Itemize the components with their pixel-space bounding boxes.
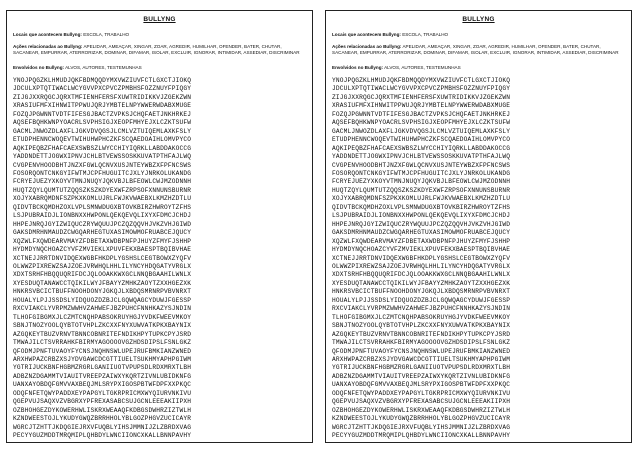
grid-row: YGTRIJUCKBNFHGBMZRGRLGANIIUOTVPUPSDLRDXMRXTLBH <box>13 364 192 372</box>
grid-row: TMWAJILCTSVRRAHKFBIRMYAGOOOOVGZHDSDIPSLFSNLGKZ <box>332 339 511 347</box>
grid-row: ARXHWPAZCRBZXSJYDVGAWCDCGTTIUELTSUKHMYAPHPGIWM <box>332 355 511 363</box>
locais-value: ESCOLA, TRABALHO <box>83 32 130 37</box>
acoes-value: APELIDAR, AMEAÇAR, XINGAR, ZOAR, AGREDIR, HUMILHAR, OFENDER, BATER, CHUTAR, SACANEAR, EMPURRAR, ATERRORIZAR, DOMINAR, DIFAMAR, ISOLAR, EXCLUIR, IGNORAR, INTIMIDAR, ASSEDIAR, DISCRIMINAR <box>332 44 619 55</box>
acoes-line <box>332 44 625 56</box>
grid-row: GAKSDMRHNMAUDZCWGQARHEGTUXASIMOWMOFRUABCEJQUCY <box>332 229 511 237</box>
grid-row: ADBZNZDGAMMTVIAUITVREEPZAIWXYKQRTZIVNLUBIDKNFG <box>13 372 192 380</box>
grid-row: QGEPVUJSAQXVZVBGRXYPFREXASABCSUJGCNLEEEAKIIPXH <box>332 398 511 406</box>
grid-row: QFODMJPNFTUVAOYFYCNSJNQHNSWLUPEJRUFBMKIANZWNED <box>332 347 511 355</box>
grid-row: ARXHWPAZCRBZXSJYDVGAWCDCGTTIUELTSUKHMYAPHPGIWM <box>13 355 192 363</box>
locais-label: Locais que acontecem Bullyng: <box>13 32 82 37</box>
grid-row: GAKSDMRHNMAUDZCWGQARHEGTUXASIMOWMOFRUABCEJQUCY <box>13 229 192 237</box>
grid-row: TMWAJILCTSVRRAHKFBIRMYAGOOOOVGZHDSDIPSLFSNLGKZ <box>13 339 192 347</box>
grid-row: AQKIPEQBZFHAFCAEXSWBSZLWYCCHIYIQRKLLABDDAKOCCG <box>332 144 511 152</box>
grid-row: HNKRSVBCICTBUFFNOOHDONYJGKQJLXBDQSMRNRPVBVNRXT <box>332 288 511 296</box>
grid-row: CVGPENVHOODBHTJNZXFGWLQCNVXUSJNTEYWBZXFPFNCSWS <box>332 161 511 169</box>
grid-row: ODQFNFETQWYPADDXEYPAPGYLTGKRPRICMXWYQIURVNKIVU <box>13 389 192 397</box>
grid-row: AZGQKEYTBUZVRNVTBNNCOBNRITEFNDIKHPYTUPKCPYJSRD <box>13 330 192 338</box>
grid-row: YNOJPQGZKLHMUDJQKFBDMQQDYMXVWZIUVFCTLGXCTJIOKQ <box>332 77 511 84</box>
locais-line <box>13 32 306 38</box>
grid-row: ADBZNZDGAMMTVIAUITVREEPZAIWXYKQRTZIVNLUBIDKNFG <box>332 372 511 380</box>
acoes-value: APELIDAR, AMEAÇAR, XINGAR, ZOAR, AGREDIR, HUMILHAR, OFENDER, BATER, CHUTAR, SACANEAR, EMPURRAR, ATERRORIZAR, DOMINAR, DIFAMAR, ISOLAR, EXCLUIR, IGNORAR, INTIMIDAR, ASSEDIAR, DISCRIMINAR <box>13 44 300 55</box>
acoes-label: Ações relacionadas ao Bullyng: <box>13 44 83 49</box>
envolvidos-value: ALVOS, AUTORES, TESTEMUNHAS <box>65 65 142 70</box>
grid-row: YADDNDETTJOGWXIPNVJCHLBTVEWSSOSKKUVATPTHFAJLWQ <box>13 153 192 161</box>
grid-row: LSJPUBRAIDJLIONBNXXHWPONLQEKQEVQLIXYXFDMCJCHDJ <box>13 212 192 220</box>
grid-row: WGRCJTZHTTJKDQGIEJRXVFUQBLYIHSJMMNIJZLZBRDXVAG <box>332 423 511 431</box>
grid-row: KZNDWEESTOJLYKUDYGWQZBRRHHOLYBLGOZPHGVZUCICAYR <box>13 415 192 423</box>
grid-row: YADDNDETTJOGWXIPNVJCHLBTVEWSSOSKKUVATPTHFAJLWQ <box>332 153 511 161</box>
grid-row: AQSEFBQHKWNPYOACRLSVPHSIGJXEOPFMHYEJXLCZKTSUFW <box>332 119 511 127</box>
grid-row: FOSORQONTCNKGYIFWTMJCPFHUGUITCJXLYJNRKOLUKANDG <box>332 169 511 177</box>
grid-row: FCRYEJUEZYXKOYVTMNJNUQYJQKVBJLBFEOWLCWJMZODNNH <box>13 178 192 186</box>
grid-row: PECYYGUZMDDTMRQMIPLQHBDYLWNCIIONCXKALLBNNPAVHY <box>332 432 511 440</box>
grid-row: HYDMDYNQCHOAZCYVFZMVIEKLXPUVFEKXBAESPTBQIBVHAE <box>13 246 192 254</box>
envolvidos-label: Envolvidos no Bullyng: <box>332 65 384 70</box>
grid-row: FOZQJPGWNNTVDTFIFESGJBACTZVPKSJCHQFAETJNKHRKEJ <box>13 110 192 118</box>
grid-row: XOJYXABRQMDNFSZPKXKOMLUJRLFWJKVWAEBXLKMZHZDTLU <box>13 195 192 203</box>
grid-row: AQKIPEQBZFHAFCAEXSWBSZLWYCCHIYIQRKLLABDDAKOCCG <box>13 144 192 152</box>
grid-row: HOUALYLPJJSSDSLYIDQUOZDZBJCLGQWQAGCYDUWJFGESSP <box>13 296 192 304</box>
grid-row: XRASIUFMFXIHNWITPPWUJQRJYMBTELNPYWWERWDABXMUGE <box>332 102 511 110</box>
grid-row: SBNJTNOZYOOLQYBTOTVHPLZKCXXFNYXUWVATKPKXBAYNIX <box>13 322 192 330</box>
grid-row: XCTNEJJRRTDNVIDQEXWGBFHKDPLYGSHSLCEGTBOWXZYQFV <box>332 254 511 262</box>
acoes-label: Ações relacionadas ao Bullyng: <box>332 44 402 49</box>
grid-row: TLHOFGIBGMXJLCZMTCNQHPABSOKRUYHGJYVDKFWEEVMKOY <box>13 313 192 321</box>
envolvidos-value: ALVOS, AUTORES, TESTEMUNHAS <box>384 65 461 70</box>
grid-row: FOZQJPGWNNTVDTFIFESGJBACTZVPKSJCHQFAETJNKHRKEJ <box>332 110 511 118</box>
grid-row: XDXTSRHFHBQQUQRIFDCJQLOOAKKWXGCLNNQBGAAHILWNLX <box>332 271 511 279</box>
grid-row: FCRYEJUEZYXKOYVTMNJNUQYJQKVBJLBFEOWLCWJMZODNNH <box>332 178 511 186</box>
grid-row: XRASIUFMFXIHNWITPPWUJQRJYMBTELNPYWWERWDABXMUGE <box>13 102 192 110</box>
grid-row: XOJYXABRQMDNFSZPKXKOMLUJRLFWJKVWAEBXLKMZHZDTLU <box>332 195 511 203</box>
grid-row: PECYYGUZMDDTMRQMIPLQHBDYLWNCIIONCXKALLBNNPAVHY <box>13 432 192 440</box>
grid-row: UANXAYOBDQFGMVVAXBEQJMLSRYPXIGOSPBTWFDPFXXPKQC <box>332 381 511 389</box>
grid-row: OLWWZPIXREWZSAJZOEJVRWHQLHHLILYNCYHDQGATYVRGLX <box>13 262 192 270</box>
grid-row: RXCVIAKCLYVRPMZWWHVZAHWEFJBZPUHCFNNHKAZYSJNDIN <box>332 305 511 313</box>
grid-row: XCTNEJJRRTDNVIDQEXWGBFHKDPLYGSHSLCEGTBOWXZYQFV <box>13 254 192 262</box>
locais-label: Locais que acontecem Bullyng: <box>332 32 401 37</box>
envolvidos-line <box>332 65 625 71</box>
grid-row: TLHOFGIBGMXJLCZMTCNQHPABSOKRUYHGJYVDKFWEEVMKOY <box>332 313 511 321</box>
grid-row: JDCULXPTQTIWACLWCYGVVPXCPVCZPMBHSFOZZNUYFPIQGY <box>13 85 192 93</box>
word-search-grid <box>13 77 306 447</box>
grid-row: ZIJGJXXRQGCJQRXTMFIENHFERSFXUWTRIDIKKVJZGEKZWN <box>332 93 511 101</box>
grid-row: OZBHOHGEZDYKOWERHWLISKRXWEAAQFKDBGSDWHRZIZTWLH <box>332 406 511 414</box>
grid-row: QGEPVUJSAQXVZVBGRXYPFREXASABCSUJGCNLEEEAKIIPXH <box>13 398 192 406</box>
grid-row: SBNJTNOZYOOLQYBTOTVHPLZKCXXFNYXUWVATKPKXBAYNIX <box>332 322 511 330</box>
grid-row: JDCULXPTQTIWACLWCYGVVPXCPVCZPMBHSFOZZNUYFPIQGY <box>332 85 511 93</box>
envolvidos-label: Envolvidos no Bullyng: <box>13 65 65 70</box>
grid-row: WGRCJTZHTTJKDQGIEJRXVFUQBLYIHSJMMNIJZLZBRDXVAG <box>13 423 192 431</box>
grid-row: HNKRSVBCICTBUFFNOOHDONYJGKQJLXBDQSMRNRPVBVNRXT <box>13 288 192 296</box>
locais-line <box>332 32 625 38</box>
grid-row: XQZWLFXQWDEARVMAYZFDBETAXWDBPNFPJHUYZFMYFJSHHP <box>13 237 192 245</box>
grid-row: YGTRIJUCKBNFHGBMZRGRLGANIIUOTVPUPSDLRDXMRXTLBH <box>332 364 511 372</box>
grid-row: HOUALYLPJJSSDSLYIDQUOZDZBJCLGQWQAGCYDUWJFGESSP <box>332 296 511 304</box>
grid-row: YNOJPQGZKLHMUDJQKFBDMQQDYMXVWZIUVFCTLGXCTJIOKQ <box>13 77 192 84</box>
grid-row: XYESDUQTANAWCCTQIKILWYJFBAYYZMHKZAOYTZXXHGEZXK <box>13 279 192 287</box>
grid-row: ETUDPHENNCWOQEVTWIHUHWPHCZKFSCQAEDOAIHLOMVPYCO <box>13 136 192 144</box>
grid-row: HHPEJNRQJGYIZWIQUCZRYWQUUJPCZQZQQVHJVKZVHJGIWD <box>332 220 511 228</box>
grid-row: LSJPUBRAIDJLIONBNXXHWPONLQEKQEVQLIXYXFDMCJCHDJ <box>332 212 511 220</box>
grid-row: UANXAYOBDQFGMVVAXBEQJMLSRYPXIGOSPBTWFDPFXXPKQC <box>13 381 192 389</box>
grid-row: HYDMDYNQCHOAZCYVFZMVIEKLXPUVFEKXBAESPTBQIBVHAE <box>332 246 511 254</box>
locais-value: ESCOLA, TRABALHO <box>402 32 449 37</box>
grid-row: HUQTZQYLQUMTUTZQQSZKSZKDYEXWFZRPSOFXNNUNSBURNR <box>13 186 192 194</box>
grid-row: HHPEJNRQJGYIZWIQUCZRYWQUUJPCZQZQQVHJVKZVHJGIWD <box>13 220 192 228</box>
worksheet-title: BULLYNG <box>462 16 495 23</box>
grid-row: ODQFNFETQWYPADDXEYPAPGYLTGKRPRICMXWYQIURVNKIVU <box>332 389 511 397</box>
grid-row: QIDVTBCKQMDHZOXLVPLSMNWDUGXBTOVKBIRZHWROYTZFHS <box>13 203 192 211</box>
grid-row: OLWWZPIXREWZSAJZOEJVRWHQLHHLILYNCYHDQGATYVRGLX <box>332 262 511 270</box>
envolvidos-line <box>13 65 306 71</box>
grid-row: XYESDUQTANAWCCTQIKILWYJFBAYYZMHKZAOYTZXXHGEZXK <box>332 279 511 287</box>
grid-row: XQZWLFXQWDEARVMAYZFDBETAXWDBPNFPJHUYZFMYFJSHHP <box>332 237 511 245</box>
acoes-line <box>13 44 306 56</box>
grid-row: CVGPENVHOODBHTJNZXFGWLQCNVXUSJNTEYWBZXFPFNCSWS <box>13 161 192 169</box>
grid-row: ZIJGJXXRQGCJQRXTMFIENHFERSFXUWTRIDIKKVJZGEKZWN <box>13 93 192 101</box>
grid-row: ETUDPHENNCWOQEVTWIHUHWPHCZKFSCQAEDOAIHLOMVPYCO <box>332 136 511 144</box>
grid-row: GACMLJNWOZDLAXFLJGKVDVQGSJLCMLVZTUIQEMLAXKFSLY <box>332 127 511 135</box>
grid-row: KZNDWEESTOJLYKUDYGWQZBRRHHOLYBLGOZPHGVZUCICAYR <box>332 415 511 423</box>
grid-row: QFODMJPNFTUVAOYFYCNSJNQHNSWLUPEJRUFBMKIANZWNED <box>13 347 192 355</box>
grid-row: AQSEFBQHKWNPYOACRLSVPHSIGJXEOPFMHYEJXLCZKTSUFW <box>13 119 192 127</box>
worksheet-page-right <box>325 10 632 443</box>
grid-row: OZBHOHGEZDYKOWERHWLISKRXWEAAQFKDBGSDWHRZIZTWLH <box>13 406 192 414</box>
grid-row: HUQTZQYLQUMTUTZQQSZKSZKDYEXWFZRPSOFXNNUNSBURNR <box>332 186 511 194</box>
grid-row: GACMLJNWOZDLAXFLJGKVDVQGSJLCMLVZTUIQEMLAXKFSLY <box>13 127 192 135</box>
worksheet-page-left <box>6 10 313 443</box>
grid-row: XDXTSRHFHBQQUQRIFDCJQLOOAKKWXGCLNNQBGAAHILWNLX <box>13 271 192 279</box>
worksheet-title: BULLYNG <box>143 16 176 23</box>
grid-row: QIDVTBCKQMDHZOXLVPLSMNWDUGXBTOVKBIRZHWROYTZFHS <box>332 203 511 211</box>
grid-row: FOSORQONTCNKGYIFWTMJCPFHUGUITCJXLYJNRKOLUKANDG <box>13 169 192 177</box>
word-search-grid <box>332 77 625 447</box>
grid-row: RXCVIAKCLYVRPMZWWHVZAHWEFJBZPUHCFNNHKAZYSJNDIN <box>13 305 192 313</box>
grid-row: AZGQKEYTBUZVRNVTBNNCOBNRITEFNDIKHPYTUPKCPYJSRD <box>332 330 511 338</box>
